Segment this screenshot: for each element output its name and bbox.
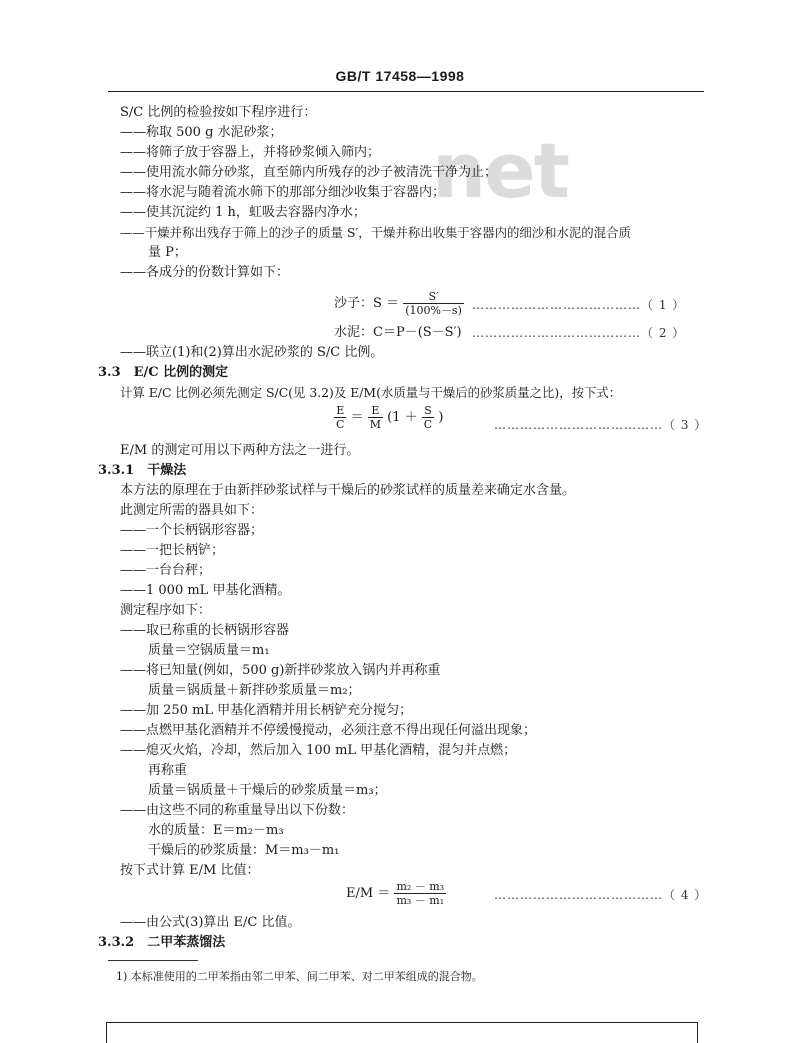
section-heading: 3.3.1 干燥法 [98,463,187,478]
equation-4: E/M ＝ $\frac{\text{m₂ － m₃}}{\text{m₃ － m₁}}$ [346,880,445,907]
text-line: 质量＝锅质量＋新拌砂浆质量＝m₂； [148,683,361,698]
text-line: ——熄灭火焰，冷却，然后加入 100 mL 甲基化酒精，混匀并点燃； [120,743,517,758]
text-line: ——使其沉淀约 1 h，虹吸去容器内净水； [120,205,366,220]
equation-2: 水泥：C＝P－(S－S′) [334,325,462,340]
text-line: 再称重 [148,763,188,778]
text-line: ——将已知量(例如，500 g)新拌砂浆放入锅内并再称重 [120,663,441,678]
text-line: 此测定所需的器具如下： [120,503,264,518]
text-line: ——一台台秤； [120,563,212,578]
text-line: ——取已称重的长柄锅形容器 [120,623,290,638]
fraction: $\frac{\text{m₂ － m₃}}{\text{m₃ － m₁}}$ [396,880,445,907]
bottom-frame [106,1022,698,1043]
text-line: ——将水泥与随着流水筛下的那部分细沙收集于容器内； [120,185,446,200]
text-line: ——由这些不同的称重量导出以下份数： [120,803,355,818]
text-line: ——称取 500 g 水泥砂浆； [120,125,283,140]
text-line: ——点燃甲基化酒精并不停缓慢搅动，必须注意不得出现任何溢出现象； [120,723,537,738]
footnote: 1) 本标准使用的二甲苯指由邻二甲苯、间二甲苯、对二甲苯组成的混合物。 [116,970,483,983]
equation-3: $\frac{E}{C}$ ＝ $\frac{E}{M}$ (1 ＋ $\frac{S}{C}$ ) [336,404,444,431]
equation-1: 沙子：S ＝ $\frac{S'}{(100\%-s)}$ [334,290,462,317]
footnote-rule [108,960,198,961]
equation-number: …………………………………（ 3 ） [494,418,708,432]
text-line: ——干燥并称出残存于筛上的沙子的质量 S′，干燥并称出收集于容器内的细沙和水泥的混合质 [120,225,631,240]
fraction: $\frac{S'}{(100\%-s)}$ [405,290,462,317]
text-line: ——一个长柄锅形容器； [120,523,264,538]
text-line: ——加 250 mL 甲基化酒精并用长柄铲充分搅匀； [120,703,413,718]
text-line: ——一把长柄铲； [120,543,225,558]
text-line: ——各成分的份数计算如下： [120,265,290,280]
text-line: ——由公式(3)算出 E/C 比值。 [120,915,301,930]
section-heading: 3.3 E/C 比例的测定 [98,365,229,380]
text-line: 计算 E/C 比例必须先测定 S/C(见 3.2)及 E/M(水质量与干燥后的砂浆质量之比)，按下式： [120,385,622,400]
standard-code-header: GB/T 17458—1998 [335,68,465,84]
equation-number: …………………………………（ 4 ） [494,888,708,902]
section-heading: 3.3.2 二甲苯蒸馏法 [98,935,226,950]
text-line: 按下式计算 E/M 比值： [120,863,260,878]
equation-number: …………………………………（ 2 ） [472,326,686,340]
watermark: net [432,126,568,215]
text-line: E/M 的测定可用以下两种方法之一进行。 [120,443,360,458]
equation-number: …………………………………（ 1 ） [472,298,686,312]
header-rule [108,91,704,92]
text-line: 水的质量：E＝m₂－m₃ [148,823,284,838]
text-line: S/C 比例的检验按如下程序进行： [120,105,317,120]
text-line: ——将筛子放于容器上，并将砂浆倾入筛内； [120,145,381,160]
text-line: 本方法的原理在于由新拌砂浆试样与干燥后的砂浆试样的质量差来确定水含量。 [120,483,576,498]
text-line: ——联立(1)和(2)算出水泥砂浆的 S/C 比例。 [120,345,384,360]
text-line: 量 P； [148,245,187,260]
text-line: 质量＝空锅质量＝m₁ [148,643,270,658]
text-line: 干燥后的砂浆质量：M＝m₃－m₁ [148,843,340,858]
text-line: ——使用流水筛分砂浆，直至筛内所残存的沙子被清洗干净为止； [120,165,498,180]
text-line: ——1 000 mL 甲基化酒精。 [120,583,291,598]
text-line: 测定程序如下： [120,603,212,618]
text-line: 质量＝锅质量＋干燥后的砂浆质量＝m₃； [148,783,387,798]
